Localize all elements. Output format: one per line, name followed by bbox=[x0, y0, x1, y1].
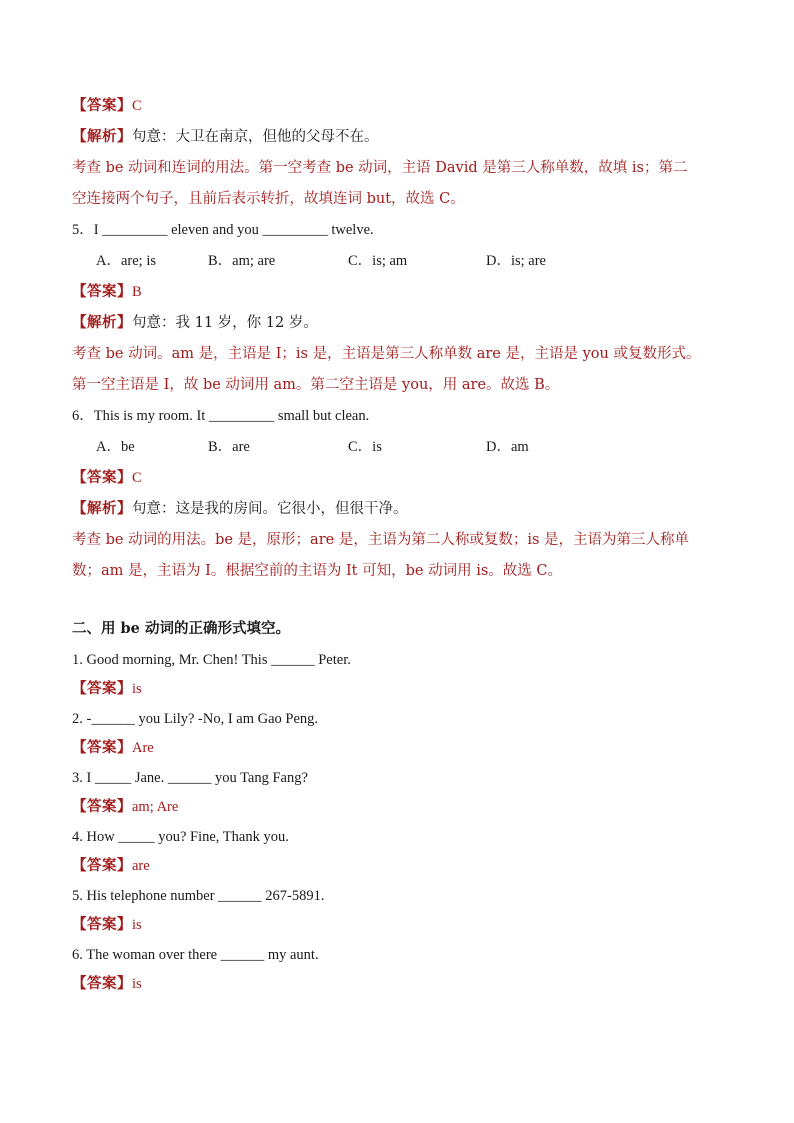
fill-item-stem: 4. How _____ you? Fine, Thank you. bbox=[72, 829, 289, 845]
answer-tag: 【答案】 bbox=[72, 680, 132, 697]
answer-tag: 【答案】 bbox=[72, 798, 132, 815]
fill-item-answer bbox=[72, 797, 178, 817]
analysis-text: 句意：我 11 岁，你 12 岁。 bbox=[132, 315, 318, 331]
answer-value: C bbox=[132, 470, 142, 486]
answer-value: B bbox=[132, 284, 142, 300]
q6-option-a: A．be bbox=[96, 439, 135, 455]
answer-value: Are bbox=[132, 740, 154, 756]
q6-options bbox=[96, 437, 529, 457]
q5-stem: 5．I _________ eleven and you _________ twelve. bbox=[72, 222, 374, 238]
q6-answer-line bbox=[72, 468, 142, 488]
q5-option-a: A．are; is bbox=[96, 253, 156, 269]
q5-answer-line bbox=[72, 282, 142, 302]
fill-item-stem: 6. The woman over there ______ my aunt. bbox=[72, 947, 319, 963]
answer-value: are bbox=[132, 858, 150, 874]
q6-analysis-line bbox=[72, 499, 408, 519]
q6-stem: 6．This is my room. It _________ small but clean. bbox=[72, 408, 370, 424]
fill-item-stem: 5. His telephone number ______ 267-5891. bbox=[72, 888, 325, 904]
fill-item-answer bbox=[72, 856, 150, 876]
q6-analysis-detail-2: 数；am 是，主语为 I。根据空前的主语为 It 可知，be 动词用 is。故选 C。 bbox=[72, 563, 562, 579]
fill-item-stem: 2. -______ you Lily? -No, I am Gao Peng. bbox=[72, 711, 319, 727]
analysis-text: 句意：大卫在南京，但他的父母不在。 bbox=[132, 129, 379, 145]
q4-analysis-detail-1: 考查 be 动词和连词的用法。第一空考查 be 动词，主语 David 是第三人称单数，故填 is；第二 bbox=[72, 160, 688, 176]
answer-value: C bbox=[132, 98, 142, 114]
answer-tag: 【答案】 bbox=[72, 97, 132, 114]
answer-value: am; Are bbox=[132, 799, 179, 815]
q6-analysis-detail-1: 考查 be 动词的用法。be 是，原形；are 是，主语为第二人称或复数；is 是，主语为第三人称单 bbox=[72, 532, 690, 548]
fill-item-answer bbox=[72, 974, 142, 994]
fill-item-stem: 3. I _____ Jane. ______ you Tang Fang? bbox=[72, 770, 308, 786]
q6-option-c: C．is bbox=[348, 439, 382, 455]
analysis-tag: 【解析】 bbox=[72, 314, 132, 331]
q6-option-b: B．are bbox=[208, 439, 250, 455]
answer-tag: 【答案】 bbox=[72, 857, 132, 874]
q5-options bbox=[96, 251, 546, 271]
q5-option-c: C．is; am bbox=[348, 253, 408, 269]
fill-item-answer bbox=[72, 915, 142, 935]
answer-tag: 【答案】 bbox=[72, 916, 132, 933]
answer-value: is bbox=[132, 917, 142, 933]
answer-tag: 【答案】 bbox=[72, 469, 132, 486]
analysis-tag: 【解析】 bbox=[72, 500, 132, 517]
answer-tag: 【答案】 bbox=[72, 739, 132, 756]
analysis-tag: 【解析】 bbox=[72, 128, 132, 145]
q4-analysis-line bbox=[72, 127, 379, 147]
answer-tag: 【答案】 bbox=[72, 975, 132, 992]
q4-answer-line bbox=[72, 96, 142, 116]
q5-analysis-detail-1: 考查 be 动词。am 是，主语是 I；is 是，主语是第三人称单数 are 是，主语是 you 或复数形式。 bbox=[72, 346, 701, 362]
q5-option-b: B．am; are bbox=[208, 253, 276, 269]
q6-option-d: D．am bbox=[486, 439, 529, 455]
answer-value: is bbox=[132, 976, 142, 992]
q5-analysis-line bbox=[72, 313, 318, 333]
answer-value: is bbox=[132, 681, 142, 697]
fill-item-stem: 1. Good morning, Mr. Chen! This ______ Peter. bbox=[72, 652, 351, 668]
answer-tag: 【答案】 bbox=[72, 283, 132, 300]
fill-item-answer bbox=[72, 679, 142, 699]
q5-analysis-detail-2: 第一空主语是 I，故 be 动词用 am。第二空主语是 you，用 are。故选 B。 bbox=[72, 377, 560, 393]
fill-item-answer bbox=[72, 738, 154, 758]
q4-analysis-detail-2: 空连接两个句子，且前后表示转折，故填连词 but，故选 C。 bbox=[72, 191, 465, 207]
analysis-text: 句意：这是我的房间。它很小，但很干净。 bbox=[132, 501, 408, 517]
section-heading: 二、用 be 动词的正确形式填空。 bbox=[72, 620, 290, 637]
q5-option-d: D．is; are bbox=[486, 253, 546, 269]
